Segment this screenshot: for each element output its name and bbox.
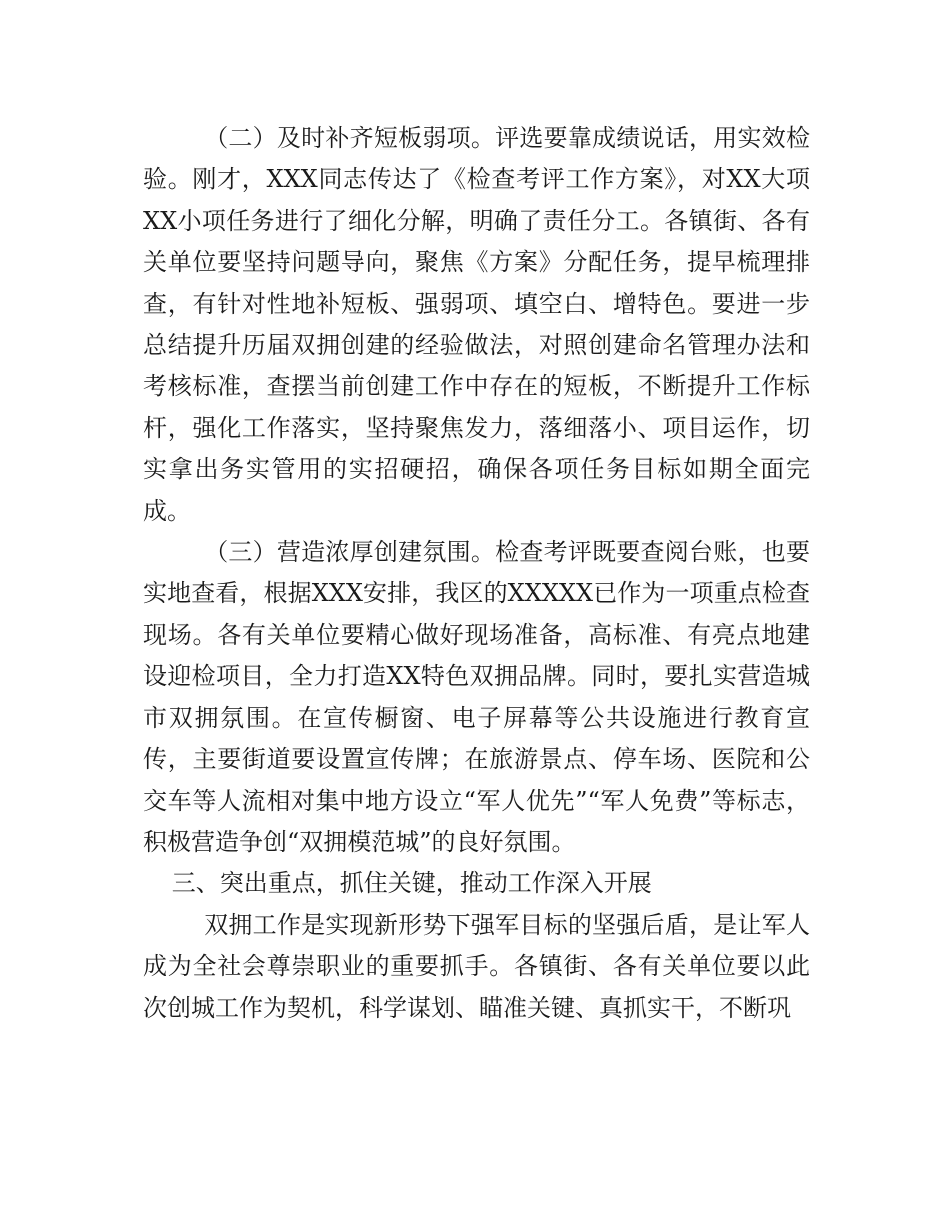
paragraph-section-3-intro: 双拥工作是实现新形势下强军目标的坚强后盾，是让军人成为全社会尊崇职业的重要抓手。各镇街、各有关单位要以此次创城工作为契机，科学谋划、瞄准关键、真抓实干，不断巩 [143, 910, 810, 1022]
document-body [143, 118, 810, 1029]
paragraph-section-2-2: （二）及时补齐短板弱项。评选要靠成绩说话，用实效检验。刚才，XXX同志传达了《检查考评工作方案》，对XX大项XX小项任务进行了细化分解，明确了责任分工。各镇街、各有关单位要坚持问题导向，聚焦《方案》分配任务，提早梳理排查，有针对性地补短板、强弱项、填空白、增特色。要进一步总结提升历届双拥创建的经验做法，对照创建命名管理办法和考核标准，查摆当前创建工作中存在的短板，不断提升工作标杆，强化工作落实，坚持聚焦发力，落细落小、项目运作，切实拿出务实管用的实招硬招，确保各项任务目标如期全面完成。 [143, 124, 810, 525]
section-heading-3: 三、突出重点，抓住关键，推动工作深入开展 [171, 869, 652, 898]
paragraph-section-2-3: （三）营造浓厚创建氛围。检查考评既要查阅台账，也要实地查看，根据XXX安排，我区的XXXXX已作为一项重点检查现场。各有关单位要精心做好现场准备，高标准、有亮点地建设迎检项目，全力打造XX特色双拥品牌。同时，要扎实营造城市双拥氛围。在宣传橱窗、电子屏幕等公共设施进行教育宣传，主要街道要设置宣传牌；在旅游景点、停车场、医院和公交车等人流相对集中地方设立“军人优先”“军人免费”等标志，积极营造争创“双拥模范城”的良好氛围。 [143, 538, 810, 856]
